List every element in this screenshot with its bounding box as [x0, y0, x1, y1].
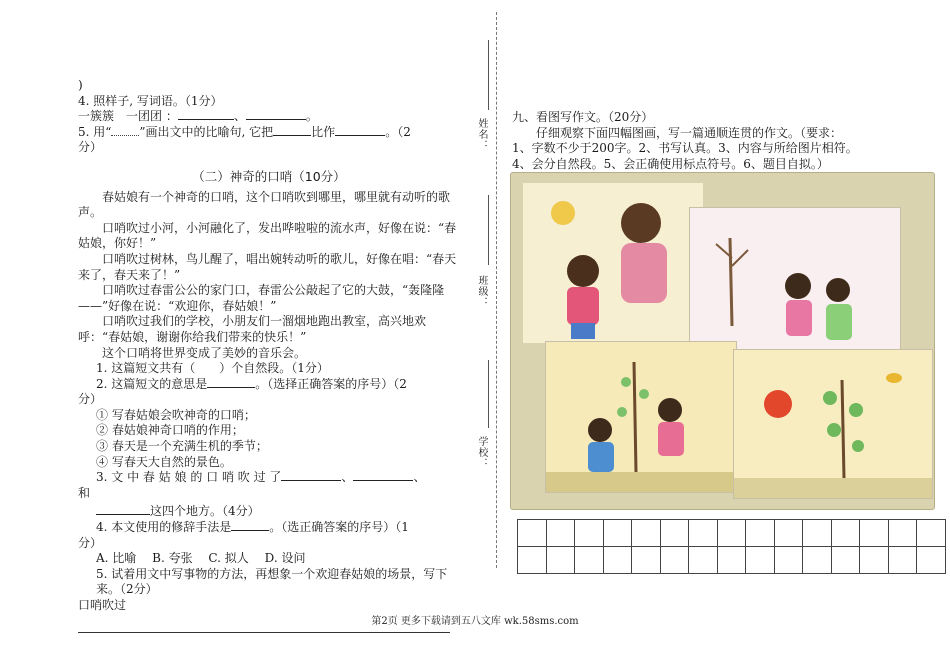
q4b-option-b: B. 夸张: [152, 551, 193, 566]
grid-cell[interactable]: [575, 520, 604, 547]
class-label: 班级：: [476, 275, 487, 308]
grid-cell[interactable]: [689, 520, 718, 547]
grid-cell[interactable]: [689, 547, 718, 574]
grid-cell[interactable]: [774, 520, 803, 547]
grid-cell[interactable]: [917, 547, 946, 574]
grid-cell[interactable]: [546, 547, 575, 574]
q4b-option-d: D. 设问: [264, 551, 306, 566]
name-label: 姓名：: [476, 118, 487, 151]
grid-row: [518, 520, 946, 547]
grid-cell[interactable]: [717, 547, 746, 574]
q9-title: 九、看图写作文。（20分）: [512, 110, 654, 124]
writing-grid[interactable]: [517, 519, 946, 574]
q2-cont: 分）: [78, 392, 103, 407]
picture-panel-2: [689, 207, 901, 353]
fragment-text: ): [78, 78, 83, 92]
grid-cell[interactable]: [518, 547, 547, 574]
school-line: [488, 360, 489, 428]
school-label: 学校：: [476, 436, 487, 469]
passage-para-5: 口哨吹过我们的学校，小朋友们一溜烟地跑出教室，高兴地欢呼：“春姑娘，谢谢你给我们带来的快乐！”: [78, 314, 427, 344]
q5b-start: 口哨吹过: [78, 598, 127, 612]
grid-cell[interactable]: [831, 547, 860, 574]
grid-cell[interactable]: [774, 547, 803, 574]
grid-cell[interactable]: [860, 520, 889, 547]
grid-cell[interactable]: [660, 520, 689, 547]
grid-cell[interactable]: [860, 547, 889, 574]
grid-cell[interactable]: [575, 547, 604, 574]
q4-example: 一簇簇 一团团 ： 、 。: [78, 109, 318, 124]
grid-cell[interactable]: [660, 547, 689, 574]
grid-cell[interactable]: [603, 547, 632, 574]
section2-title: （二）神奇的口哨（10分）: [192, 168, 346, 184]
picture-panel-4: [733, 349, 933, 499]
grid-cell[interactable]: [831, 520, 860, 547]
grid-cell[interactable]: [518, 520, 547, 547]
right-column: [512, 110, 932, 172]
q1-line: 1. 这篇短文共有（ ）个自然段。（1分）: [96, 361, 329, 376]
page-footer: 第2页 更多下载请到五八文库 wk.58sms.com: [371, 616, 579, 627]
wavy-underline-sample: [111, 126, 139, 136]
q2-line: 2. 这篇短文的意思是 。（选择正确答案的序号）（2: [96, 376, 407, 391]
grid-cell[interactable]: [888, 520, 917, 547]
q4b-cont: 分）: [78, 535, 103, 550]
passage-para-3: 口哨吹过树林，鸟儿醒了，唱出婉转动听的歌儿，好像在唱：“春天来了，春天来了！”: [78, 251, 457, 282]
grid-cell[interactable]: [803, 547, 832, 574]
q5b-line: 5. 试着用文中写事物的方法，再想象一个欢迎春姑娘的场景，写下来。（2分）: [96, 566, 448, 597]
q2-option-1: ① 写春姑娘会吹神奇的口哨；: [96, 407, 256, 422]
q9-line-2: 1、字数不少于200字。2、书写认真。3、内容与所给图片相符。: [512, 141, 858, 155]
grid-cell[interactable]: [632, 520, 661, 547]
grid-cell[interactable]: [803, 520, 832, 547]
q9-line-3: 4、会分自然段。5、会正确使用标点符号。6、题目自拟。）: [512, 156, 829, 171]
q3-cont1: 和: [78, 485, 91, 500]
passage-para-6: 这个口哨将世界变成了美妙的音乐会。: [102, 345, 307, 360]
grid-cell[interactable]: [717, 520, 746, 547]
grid-cell[interactable]: [746, 520, 775, 547]
panel3-illustration: [546, 342, 736, 492]
grid-cell[interactable]: [546, 520, 575, 547]
grid-cell[interactable]: [888, 547, 917, 574]
panel2-illustration: [690, 208, 900, 352]
q4b-option-c: C. 拟人: [208, 551, 249, 566]
writing-grid-table[interactable]: [517, 519, 946, 574]
composition-picture: [510, 172, 935, 510]
left-column: [78, 78, 460, 633]
q3-cont2: 这四个地方。（4分）: [78, 504, 460, 520]
q3-line: 3. 文 中 春 姑 娘 的 口 哨 吹 过 了 、 、: [96, 470, 426, 485]
picture-panel-3: [545, 341, 737, 493]
binding-dashed-line: [496, 12, 497, 568]
passage-para-1: 春姑娘有一个神奇的口哨，这个口哨吹到哪里，哪里就有动听的歌声。: [78, 189, 451, 220]
grid-cell[interactable]: [603, 520, 632, 547]
grid-cell[interactable]: [746, 547, 775, 574]
q5-cont: 分）: [78, 140, 103, 155]
q2-option-4: ④ 写春天大自然的景色。: [96, 454, 232, 469]
q9-line-1: 仔细观察下面四幅图画，写一篇通顺连贯的作文。（要求：: [536, 125, 843, 140]
q4b-options: [78, 551, 460, 567]
passage-para-4: 口哨吹过春雷公公的家门口，春雷公公敲起了它的大鼓，“轰隆隆——”好像在说：“欢迎你，春姑娘！”: [78, 283, 445, 313]
panel1-illustration: [523, 183, 703, 343]
name-line: [488, 40, 489, 110]
picture-panel-1: [523, 183, 703, 343]
q4-label: 4. 照样子, 写词语。（1分）: [78, 93, 223, 108]
q2-option-2: ② 春姑娘神奇口哨的作用；: [96, 423, 244, 438]
q4b-line: 4. 本文使用的修辞手法是 。（选正确答案的序号）（1: [96, 520, 409, 535]
q2-option-3: ③ 春天是一个充满生机的季节；: [96, 439, 268, 454]
class-line: [488, 195, 489, 265]
grid-row: [518, 547, 946, 574]
panel4-illustration: [734, 350, 932, 498]
grid-cell[interactable]: [917, 520, 946, 547]
q5-line: 5. 用“ ”画出文中的比喻句, 它把 比作 。（2: [78, 124, 411, 139]
grid-cell[interactable]: [632, 547, 661, 574]
q4b-option-a: A. 比喻: [96, 551, 137, 566]
passage-para-2: 口哨吹过小河，小河融化了，发出哗啦啦的流水声，好像在说：“春姑娘，你好！”: [78, 220, 457, 251]
